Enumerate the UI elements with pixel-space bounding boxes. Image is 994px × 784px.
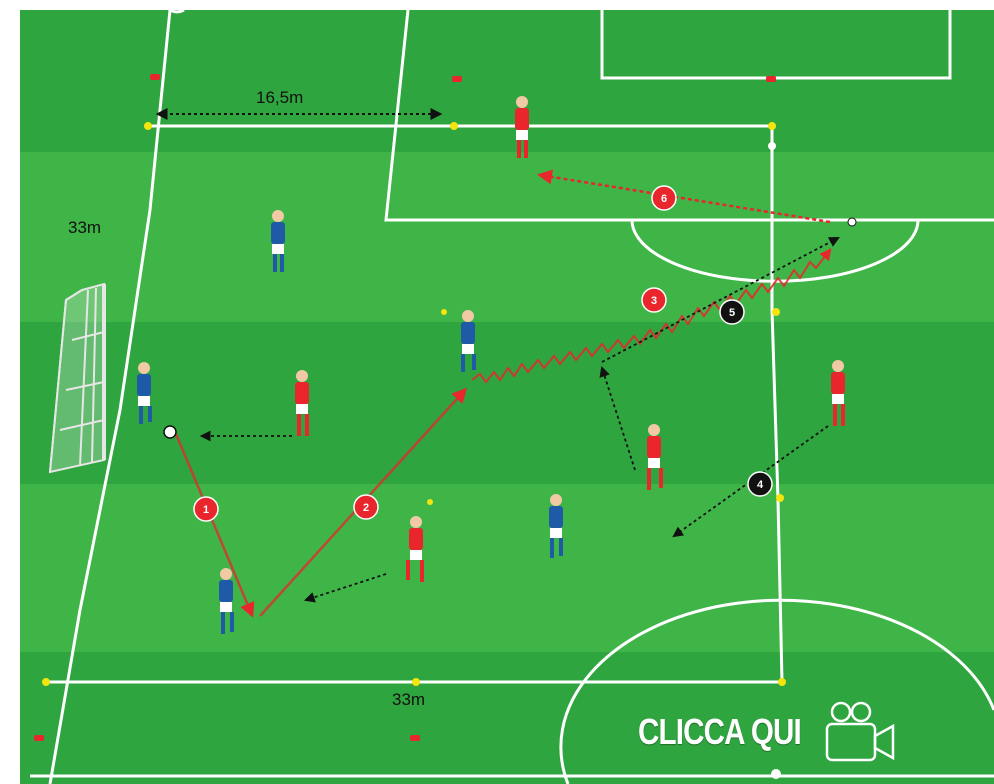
football-pitch [20,10,994,784]
marker-6: 6 [660,193,668,205]
marker-1: 1 [202,504,210,516]
dimension-label-top: 16,5m [256,88,304,107]
dimension-label-bottom: 33m [392,690,426,709]
marker-4: 4 [756,479,764,491]
marker-5: 5 [728,307,736,319]
video-cta-button[interactable] [638,700,913,764]
cta-label: CLICCA QUI [638,711,801,752]
ball [164,426,176,438]
grass-stripe [20,322,994,484]
dimension-label-left: 33m [68,218,102,237]
video-camera-icon [821,700,913,764]
grass-stripe [20,10,994,152]
marker-3: 3 [650,295,658,307]
ball [848,218,856,226]
marker-2: 2 [362,502,370,514]
